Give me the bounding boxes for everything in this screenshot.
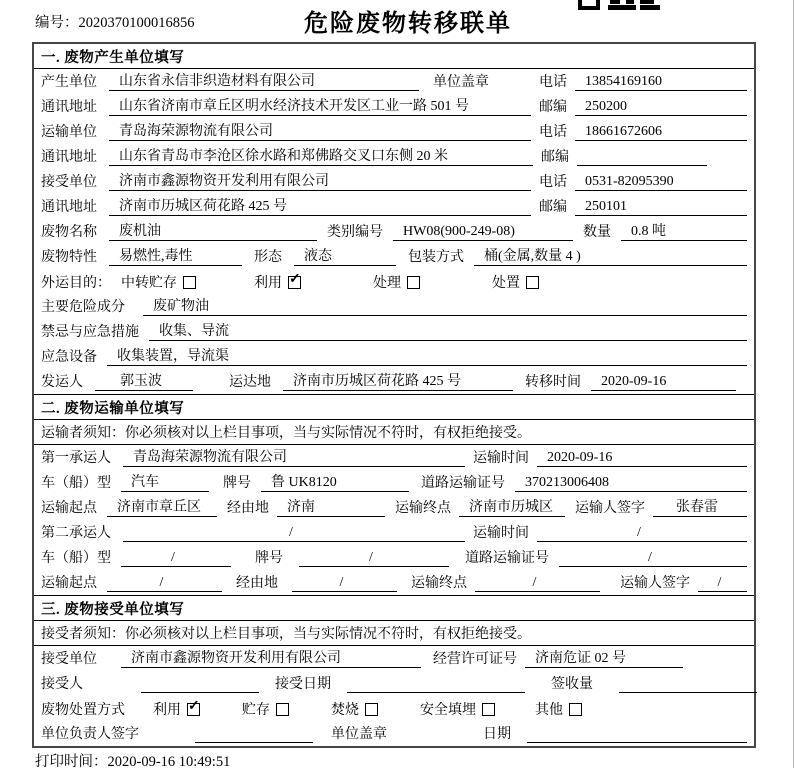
origin-label: 运输起点 — [41, 501, 97, 516]
carrier1-field: 青岛海荣源物流有限公司 — [123, 446, 465, 467]
sign-field: 张春雷 — [653, 496, 747, 517]
consignor-field: 郭玉波 — [95, 370, 193, 391]
print-time-label: 打印时间： — [35, 754, 108, 770]
unit-head-sign-row — [34, 721, 754, 746]
carrier2-label: 第二承运人 — [41, 526, 111, 541]
hazard-component-label: 主要危险成分 — [41, 300, 125, 315]
carrier1-route-row — [34, 495, 754, 520]
taboo-measures-label: 禁忌与应急措施 — [41, 325, 139, 340]
disposal-option-other — [535, 699, 582, 719]
sign-field: / — [698, 575, 747, 592]
transporter-notice-text: 运输者须知：你必须核对以上栏目事项，当与实际情况不符时，有权拒绝接受。 — [41, 426, 531, 441]
road-permit-field: / — [559, 550, 747, 567]
business-permit-label: 经营许可证号 — [433, 652, 517, 667]
manifest-table — [32, 42, 756, 748]
signed-qty-label: 签收量 — [551, 677, 593, 692]
disposal-option-incinerate — [331, 699, 378, 719]
transporter-unit-label: 运输单位 — [41, 125, 97, 140]
disposal-method-label: 废物处置方式 — [41, 702, 125, 718]
section-transporter — [34, 394, 754, 595]
carrier2-time-field: / — [537, 525, 747, 542]
road-permit-label: 道路运输证号 — [465, 551, 549, 566]
waste-name-label: 废物名称 — [41, 225, 97, 240]
transporter-unit-field: 青岛海荣源物流有限公司 — [109, 120, 531, 141]
recipient-label: 接受人 — [41, 677, 83, 692]
signed-qty-field — [619, 676, 757, 693]
purpose-option-dispose — [492, 272, 539, 292]
transfer-time-field: 2020-09-16 — [591, 374, 736, 391]
hazard-component-row — [34, 294, 754, 319]
date-label: 日期 — [483, 727, 511, 742]
transporter-zip-field — [577, 149, 707, 166]
receiver-address-label: 通讯地址 — [41, 200, 97, 215]
disposal-option-label: 其他 — [535, 702, 563, 718]
sign-label: 运输人签字 — [620, 576, 690, 591]
waste-name-field: 废机油 — [109, 220, 317, 241]
waste-character-field: 易燃性,毒性 — [109, 245, 242, 266]
business-permit-field: 济南危证 02 号 — [525, 647, 683, 668]
date-field — [527, 726, 747, 743]
quantity-field: 0.8 吨 — [621, 220, 747, 241]
unit-head-sign-field — [195, 726, 313, 743]
checkbox-disposal-other — [569, 703, 582, 716]
waste-form-field: 液态 — [294, 245, 396, 266]
receiver-phone-field: 0531-82095390 — [575, 174, 747, 191]
checkbox-disposal-landfill — [482, 703, 495, 716]
disposal-option-label: 安全填埋 — [420, 702, 476, 718]
receiver-unit-label: 接受单位 — [41, 175, 97, 190]
producer-phone-field: 13854169160 — [575, 74, 747, 91]
receive-date-label: 接受日期 — [275, 677, 331, 692]
transporter-address-field: 山东省青岛市李沧区徐水路和郑佛路交叉口东侧 20 米 — [109, 145, 533, 166]
unit-seal-label: 单位盖章 — [433, 75, 489, 90]
vehicle-type-label: 车（船）型 — [41, 476, 111, 491]
road-permit-label: 道路运输证号 — [421, 476, 505, 491]
disposal-option-label: 贮存 — [242, 702, 270, 718]
disposal-option-landfill — [420, 699, 495, 719]
end-field: / — [475, 575, 600, 592]
section-transporter-header: 二. 废物运输单位填写 — [34, 395, 754, 420]
producer-zip-label: 邮编 — [539, 100, 567, 115]
carrier1-vehicle-row — [34, 470, 754, 495]
road-permit-field: 370213006408 — [515, 475, 747, 492]
purpose-option-transfer-storage — [121, 272, 196, 292]
producer-phone-label: 电话 — [539, 75, 567, 90]
packing-label: 包装方式 — [408, 250, 464, 265]
carrier2-vehicle-row — [34, 545, 754, 570]
transporter-zip-label: 邮编 — [541, 150, 569, 165]
receiver-address-field: 济南市历城区荷花路 425 号 — [109, 195, 531, 216]
disposal-option-store — [242, 699, 289, 719]
via-field: 济南 — [277, 496, 385, 517]
producer-unit-row — [34, 69, 754, 94]
carrier2-time-label: 运输时间 — [473, 526, 529, 541]
carrier1-time-field: 2020-09-16 — [537, 450, 747, 467]
disposal-option-utilize — [153, 699, 200, 719]
producer-unit-field: 山东省永信非织造材料有限公司 — [109, 70, 419, 91]
carrier2-row — [34, 520, 754, 545]
producer-address-label: 通讯地址 — [41, 100, 97, 115]
purpose-row — [34, 269, 754, 294]
vehicle-type-field: 汽车 — [121, 471, 209, 492]
category-code-field: HW08(900-249-08) — [393, 224, 573, 241]
transfer-time-label: 转移时间 — [525, 375, 581, 390]
hazard-component-field: 废矿物油 — [143, 295, 747, 316]
disposal-option-label: 利用 — [153, 702, 181, 718]
plate-label: 牌号 — [223, 476, 251, 491]
transporter-address-label: 通讯地址 — [41, 150, 97, 165]
recipient-row — [34, 671, 754, 696]
via-label: 经由地 — [236, 576, 278, 591]
plate-field: 鲁 UK8120 — [261, 471, 409, 492]
waste-character-row — [34, 244, 754, 269]
emergency-equipment-row — [34, 344, 754, 369]
producer-zip-field: 250200 — [575, 99, 747, 116]
origin-label: 运输起点 — [41, 576, 97, 591]
purpose-option-label: 利用 — [254, 275, 282, 291]
page-right-edge — [793, 0, 794, 768]
receiver-phone-label: 电话 — [539, 175, 567, 190]
purpose-option-label: 处置 — [492, 275, 520, 291]
emergency-equipment-label: 应急设备 — [41, 350, 97, 365]
packing-field: 桶(金属,数量 4 ) — [474, 245, 747, 266]
checkbox-disposal-store — [276, 703, 289, 716]
producer-address-field: 山东省济南市章丘区明水经济技术开发区工业一路 501 号 — [109, 95, 531, 116]
form-number-value: 2020370100016856 — [78, 15, 195, 31]
end-label: 运输终点 — [395, 501, 451, 516]
receiver-address-row — [34, 194, 754, 219]
quantity-label: 数量 — [583, 225, 611, 240]
purpose-option-utilize — [254, 272, 301, 292]
section-receiver — [34, 595, 754, 746]
end-label: 运输终点 — [411, 576, 467, 591]
disposal-option-label: 焚烧 — [331, 702, 359, 718]
receiving-unit-label: 接受单位 — [41, 652, 97, 667]
waste-form-label: 形态 — [254, 250, 282, 265]
disposal-method-row — [34, 696, 754, 721]
purpose-option-treat — [373, 272, 420, 292]
unit-seal-label: 单位盖章 — [331, 727, 387, 742]
receiving-unit-field: 济南市鑫源物资开发利用有限公司 — [121, 647, 421, 668]
form-number-label: 编号： — [35, 15, 79, 31]
via-field: / — [292, 575, 397, 592]
section-receiver-header: 三. 废物接受单位填写 — [34, 596, 754, 621]
carrier1-time-label: 运输时间 — [473, 451, 529, 466]
plate-label: 牌号 — [255, 551, 283, 566]
consignor-row — [34, 369, 754, 394]
carrier2-field: / — [123, 525, 465, 542]
end-field: 济南市历城区 — [459, 496, 565, 517]
receiver-zip-field: 250101 — [575, 199, 747, 216]
origin-field: 济南市章丘区 — [107, 496, 217, 517]
purpose-option-label: 中转贮存 — [121, 275, 177, 291]
carrier2-route-row — [34, 570, 754, 595]
receiver-notice-row — [34, 621, 754, 646]
checkbox-utilize — [288, 276, 301, 289]
unit-head-sign-label: 单位负责人签字 — [41, 727, 139, 742]
checkbox-disposal-utilize — [187, 703, 200, 716]
receiver-zip-label: 邮编 — [539, 200, 567, 215]
receiving-unit-row — [34, 646, 754, 671]
print-time-value: 2020-09-16 10:49:51 — [107, 754, 231, 770]
via-label: 经由地 — [227, 501, 269, 516]
destination-label: 运达地 — [229, 375, 271, 390]
purpose-label: 外运目的： — [41, 275, 111, 291]
recipient-field — [141, 676, 259, 693]
plate-field: / — [299, 550, 449, 567]
origin-field: / — [107, 575, 222, 592]
producer-address-row — [34, 94, 754, 119]
sign-label: 运输人签字 — [575, 501, 645, 516]
section-producer — [34, 44, 754, 394]
waste-character-label: 废物特性 — [41, 250, 97, 265]
checkbox-dispose — [526, 276, 539, 289]
taboo-measures-field: 收集、导流 — [149, 320, 747, 341]
emergency-equipment-field: 收集装置，导流渠 — [107, 345, 747, 366]
category-code-label: 类别编号 — [327, 225, 383, 240]
transporter-notice-row — [34, 420, 754, 445]
transporter-unit-row — [34, 119, 754, 144]
waste-name-row — [34, 219, 754, 244]
destination-field: 济南市历城区荷花路 425 号 — [283, 370, 513, 391]
taboo-measures-row — [34, 319, 754, 344]
receiver-unit-field: 济南市鑫源物资开发利用有限公司 — [109, 170, 531, 191]
carrier1-row — [34, 445, 754, 470]
receiver-notice-text: 接受者须知：你必须核对以上栏目事项，当与实际情况不符时，有权拒绝接受。 — [41, 627, 531, 642]
purpose-option-label: 处理 — [373, 275, 401, 291]
vehicle-type-field: / — [121, 550, 231, 567]
producer-unit-label: 产生单位 — [41, 75, 97, 90]
receiver-unit-row — [34, 169, 754, 194]
transporter-phone-field: 18661672606 — [575, 124, 747, 141]
transporter-phone-label: 电话 — [539, 125, 567, 140]
transporter-address-row — [34, 144, 754, 169]
receive-date-field — [347, 676, 525, 693]
vehicle-type-label: 车（船）型 — [41, 551, 111, 566]
checkbox-transfer-storage — [183, 276, 196, 289]
form-title: 危险废物转移联单 — [304, 11, 512, 37]
consignor-label: 发运人 — [41, 375, 83, 390]
carrier1-label: 第一承运人 — [41, 451, 111, 466]
section-producer-header: 一. 废物产生单位填写 — [34, 44, 754, 69]
checkbox-disposal-incinerate — [365, 703, 378, 716]
checkbox-treat — [407, 276, 420, 289]
